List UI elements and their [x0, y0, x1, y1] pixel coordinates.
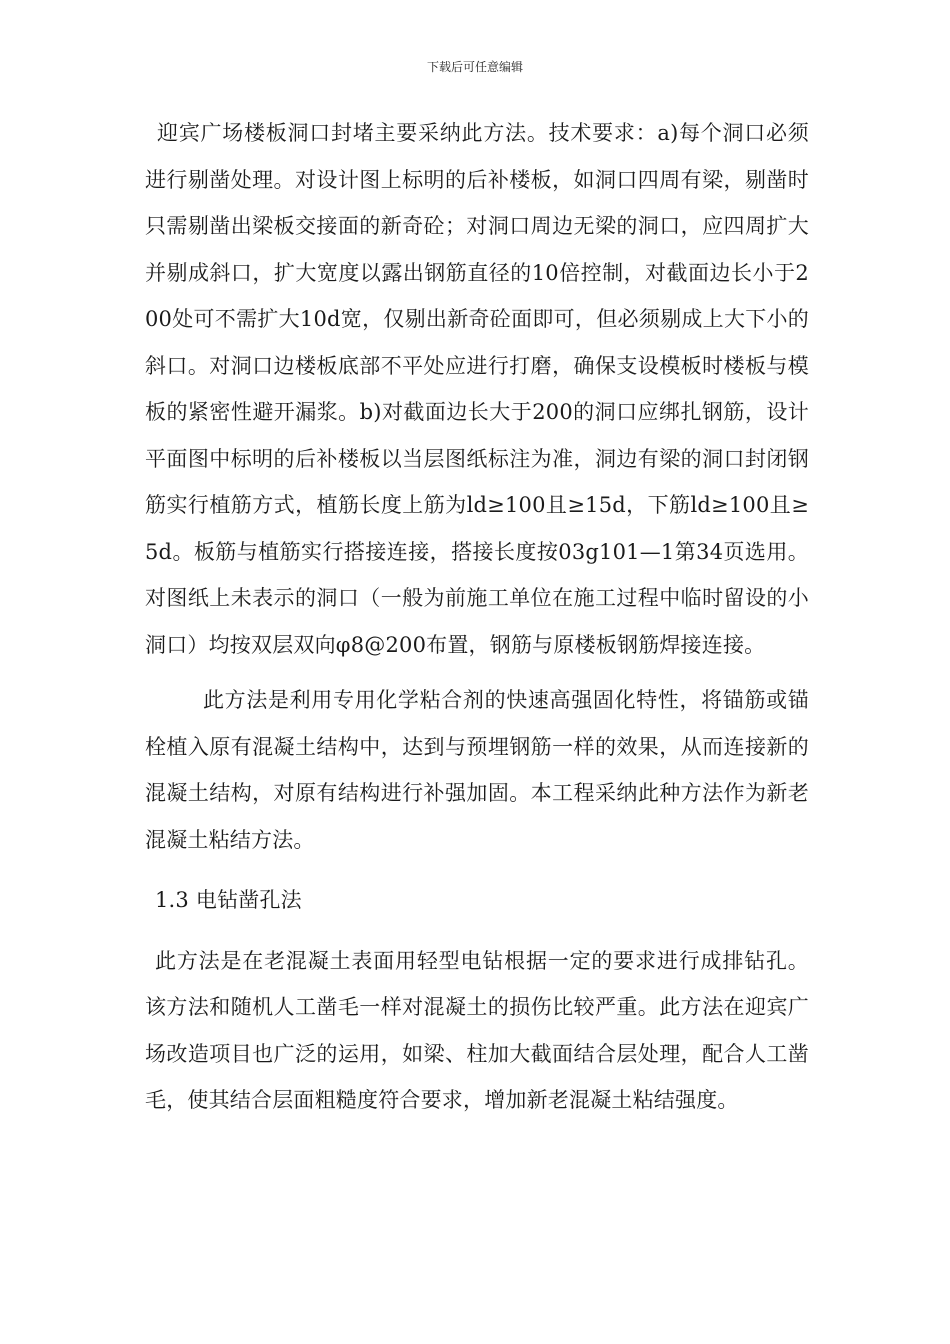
page-header: 下载后可任意编辑	[426, 60, 523, 74]
paragraph-electric-drilling: 此方法是在老混凝土表面用轻型电钻根据一定的要求进行成排钻孔。该方法和随机人工凿毛一样对混凝土的损伤比较严重。此方法在迎宾广场改造项目也广泛的运用，如梁、柱加大截面结合层处理，配合人工凿毛，使其结合层面粗糙度符合要求，增加新老混凝土粘结强度。	[145, 948, 809, 1112]
section-heading: 1.3 电钻凿孔法	[155, 888, 302, 912]
document-body	[145, 110, 809, 1124]
paragraph-chemical-anchoring: 此方法是利用专用化学粘合剂的快速高强固化特性，将锚筋或锚栓植入原有混凝土结构中，达到与预埋钢筋一样的效果，从而连接新的混凝土结构，对原有结构进行补强加固。本工程采纳此种方法作为新老混凝土粘结方法。	[145, 688, 809, 852]
paragraph-opening-hole-sealing: 迎宾广场楼板洞口封堵主要采纳此方法。技术要求：a)每个洞口必须进行剔凿处理。对设计图上标明的后补楼板，如洞口四周有梁，剔凿时只需剔凿出梁板交接面的新奇砼；对洞口周边无梁的洞口，应四周扩大并剔成斜口，扩大宽度以露出钢筋直径的10倍控制，对截面边长小于200处可不需扩大10d宽，仅剔出新奇砼面即可，但必须剔成上大下小的斜口。对洞口边楼板底部不平处应进行打磨，确保支设模板时楼板与模板的紧密性避开漏浆。b)对截面边长大于200的洞口应绑扎钢筋，设计平面图中标明的后补楼板以当层图纸标注为准，洞边有梁的洞口封闭钢筋实行植筋方式，植筋长度上筋为ld≥100且≥15d，下筋ld≥100且≥5d。板筋与植筋实行搭接连接，搭接长度按03g101—1第34页选用。对图纸上未表示的洞口（一般为前施工单位在施工过程中临时留设的小洞口）均按双层双向φ8@200布置，钢筋与原楼板钢筋焊接连接。	[145, 121, 809, 657]
